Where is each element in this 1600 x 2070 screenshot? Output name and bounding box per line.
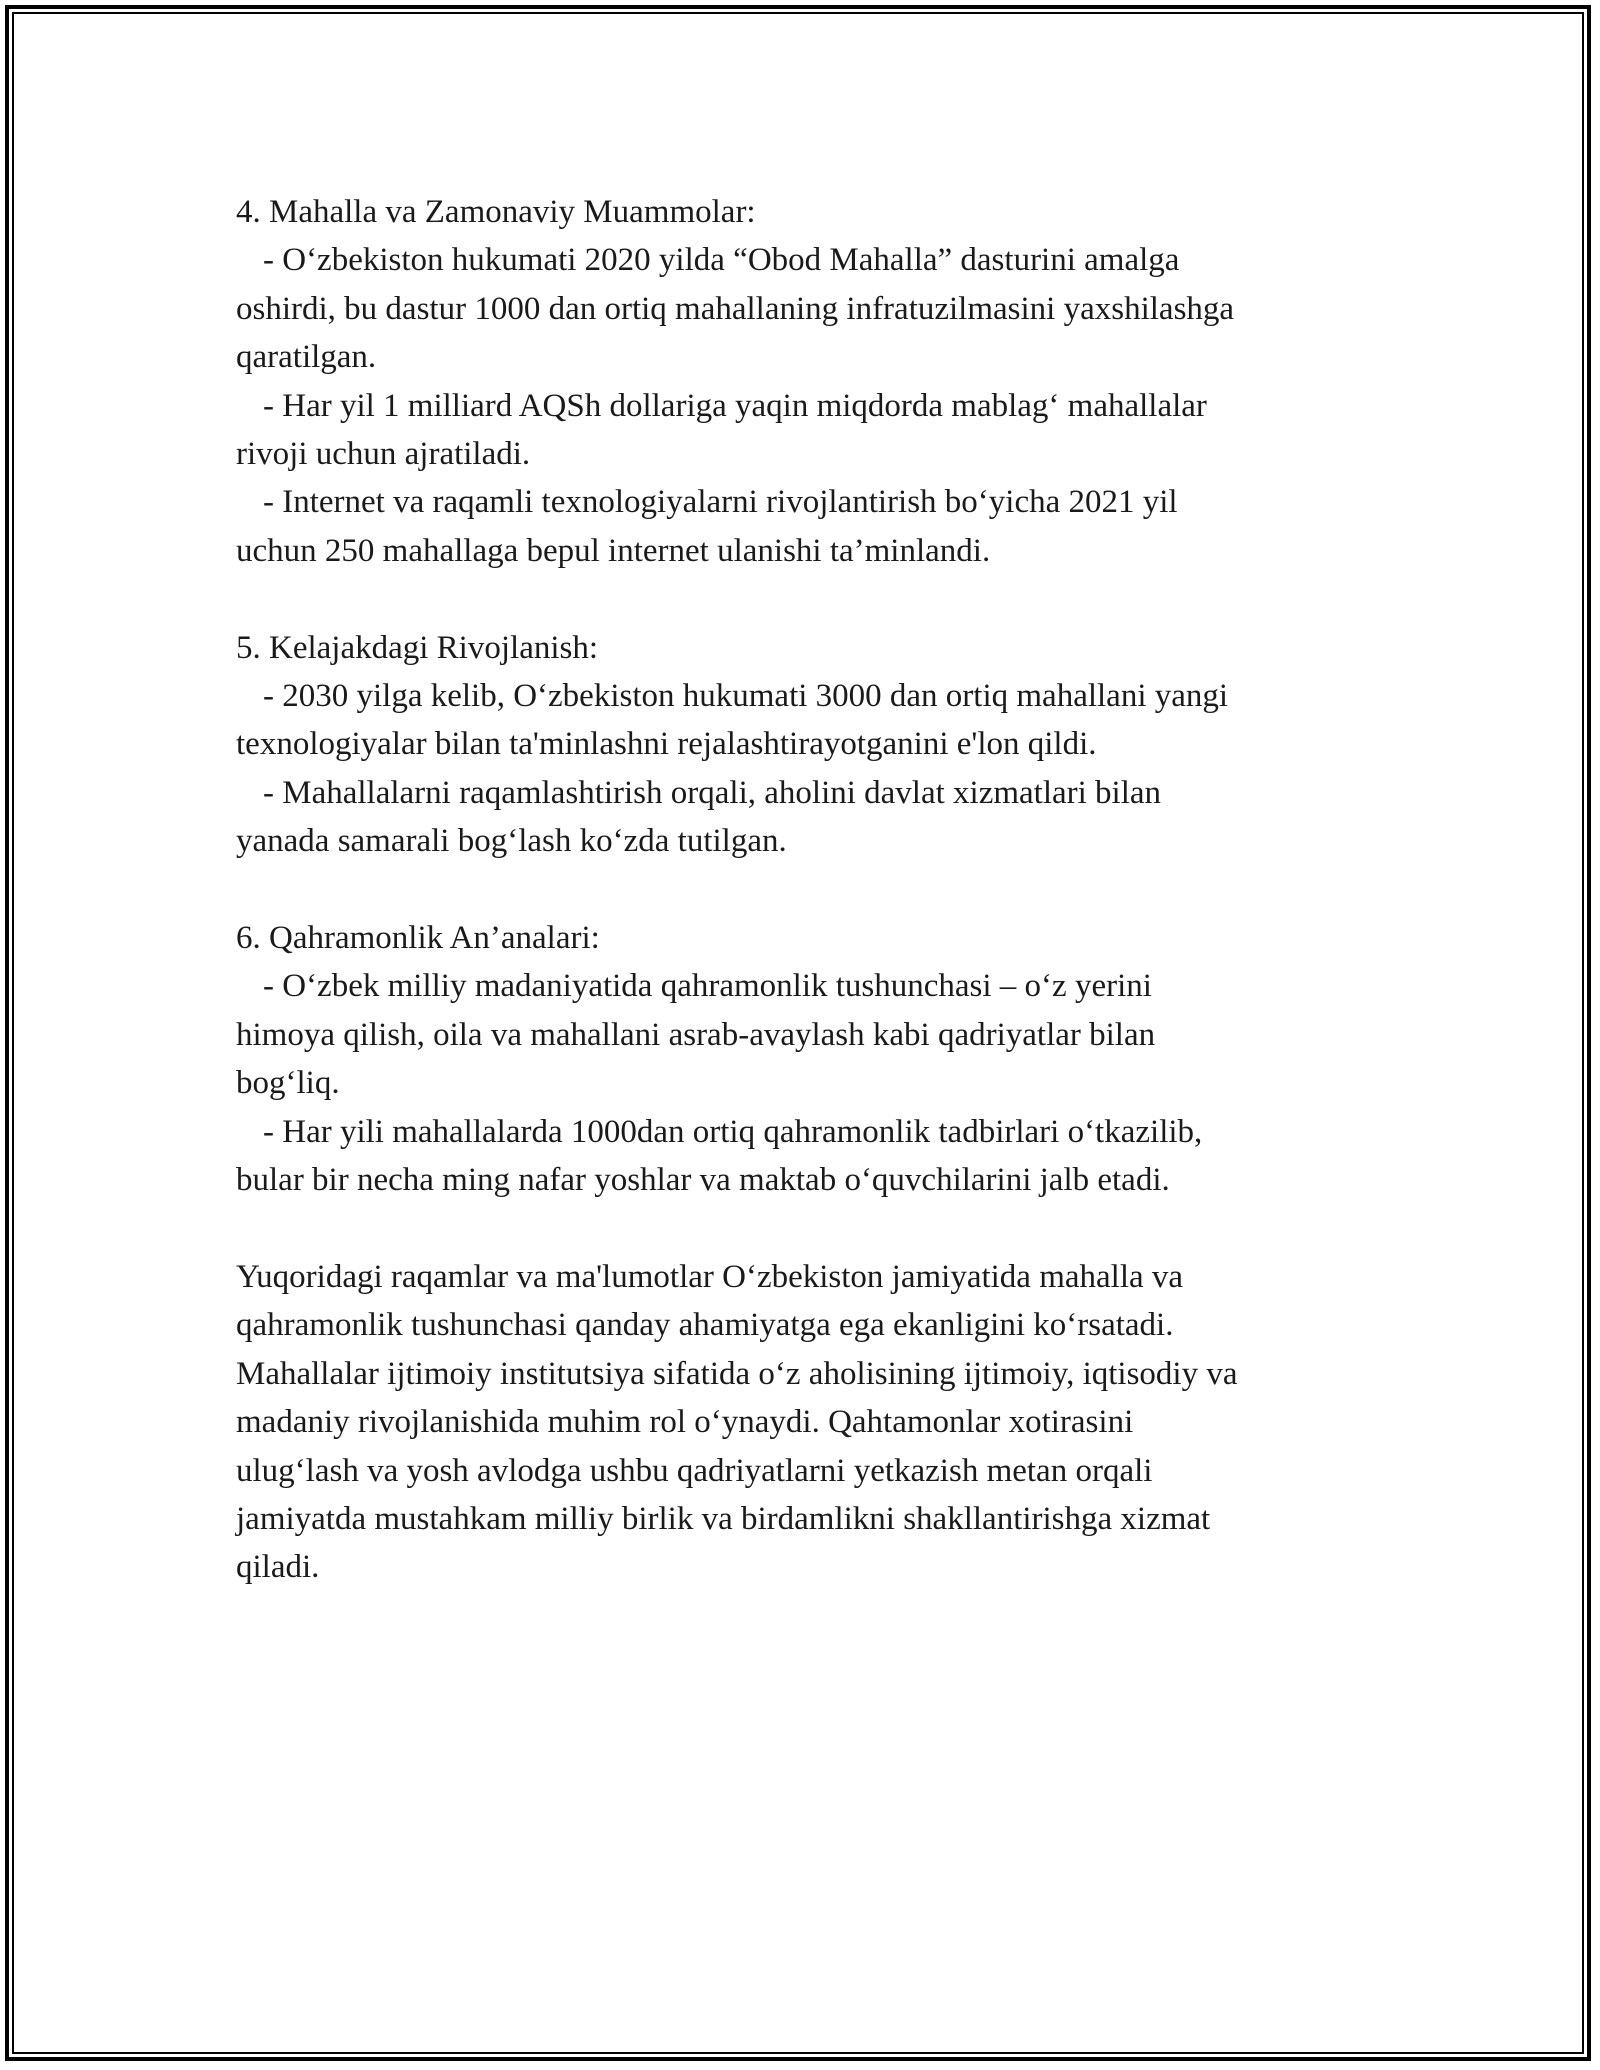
bullet-line: - Har yili mahallalarda 1000dan ortiq qahramonlik tadbirlari o‘tkazilib, bbox=[263, 1113, 1203, 1150]
section-heading: 6. Qahramonlik An’analari: bbox=[236, 920, 600, 957]
conclusion-line: qiladi. bbox=[236, 1549, 320, 1586]
bullet-line: - O‘zbekiston hukumati 2020 yilda “Obod Mahalla” dasturini amalga bbox=[263, 242, 1180, 279]
bullet-line: bog‘liq. bbox=[236, 1065, 340, 1102]
bullet-line: - Mahallalarni raqamlashtirish orqali, aholini davlat xizmatlari bilan bbox=[263, 774, 1162, 811]
bullet-line: texnologiyalar bilan ta'minlashni rejalashtirayotganini e'lon qildi. bbox=[236, 726, 1097, 763]
conclusion-line: Yuqoridagi raqamlar va ma'lumotlar O‘zbekiston jamiyatida mahalla va bbox=[236, 1258, 1184, 1295]
bullet-line: - Har yil 1 milliard AQSh dollariga yaqin miqdorda mablag‘ mahallalar bbox=[263, 387, 1207, 424]
bullet-line: - Internet va raqamli texnologiyalarni rivojlantirish bo‘yicha 2021 yil bbox=[263, 484, 1178, 521]
conclusion-line: jamiyatda mustahkam milliy birlik va birdamlikni shakllantirishga xizmat bbox=[236, 1500, 1211, 1537]
bullet-line: himoya qilish, oila va mahallani asrab-avaylash kabi qadriyatlar bilan bbox=[236, 1016, 1156, 1053]
conclusion-paragraph bbox=[236, 1253, 1366, 1592]
section-heading: 4. Mahalla va Zamonaviy Muammolar: bbox=[236, 194, 756, 230]
section-qahramonlik bbox=[236, 914, 1366, 1204]
bullet-line: bular bir necha ming nafar yoshlar va maktab o‘quvchilarini jalb etadi. bbox=[236, 1162, 1170, 1199]
section-heading: 5. Kelajakdagi Rivojlanish: bbox=[236, 629, 599, 666]
bullet-line: rivoji uchun ajratiladi. bbox=[236, 436, 531, 473]
bullet-line: - O‘zbek milliy madaniyatida qahramonlik tushunchasi – o‘z yerini bbox=[263, 968, 1152, 1005]
section-mahalla-muammolar bbox=[236, 188, 1366, 575]
conclusion-line: ulug‘lash va yosh avlodga ushbu qadriyatlarni yetkazish metan orqali bbox=[236, 1452, 1153, 1489]
bullet-line: uchun 250 mahallaga bepul internet ulanishi ta’minlandi. bbox=[236, 532, 991, 569]
conclusion-line: Mahallalar ijtimoiy institutsiya sifatida o‘z aholisining ijtimoiy, iqtisodiy va bbox=[236, 1355, 1238, 1392]
bullet-line: oshirdi, bu dastur 1000 dan ortiq mahallaning infratuzilmasini yaxshilashga bbox=[236, 290, 1235, 327]
bullet-line: - 2030 yilga kelib, O‘zbekiston hukumati 3000 dan ortiq mahallani yangi bbox=[263, 678, 1229, 715]
conclusion-line: qahramonlik tushunchasi qanday ahamiyatga ega ekanligini ko‘rsatadi. bbox=[236, 1307, 1174, 1344]
bullet-line: yanada samarali bog‘lash ko‘zda tutilgan. bbox=[236, 823, 787, 860]
section-kelajak-rivojlanish bbox=[236, 624, 1366, 866]
bullet-line: qaratilgan. bbox=[236, 339, 377, 376]
document-body bbox=[236, 188, 1366, 1640]
conclusion-line: madaniy rivojlanishida muhim rol o‘ynaydi. Qahtamonlar xotirasini bbox=[236, 1404, 1134, 1441]
